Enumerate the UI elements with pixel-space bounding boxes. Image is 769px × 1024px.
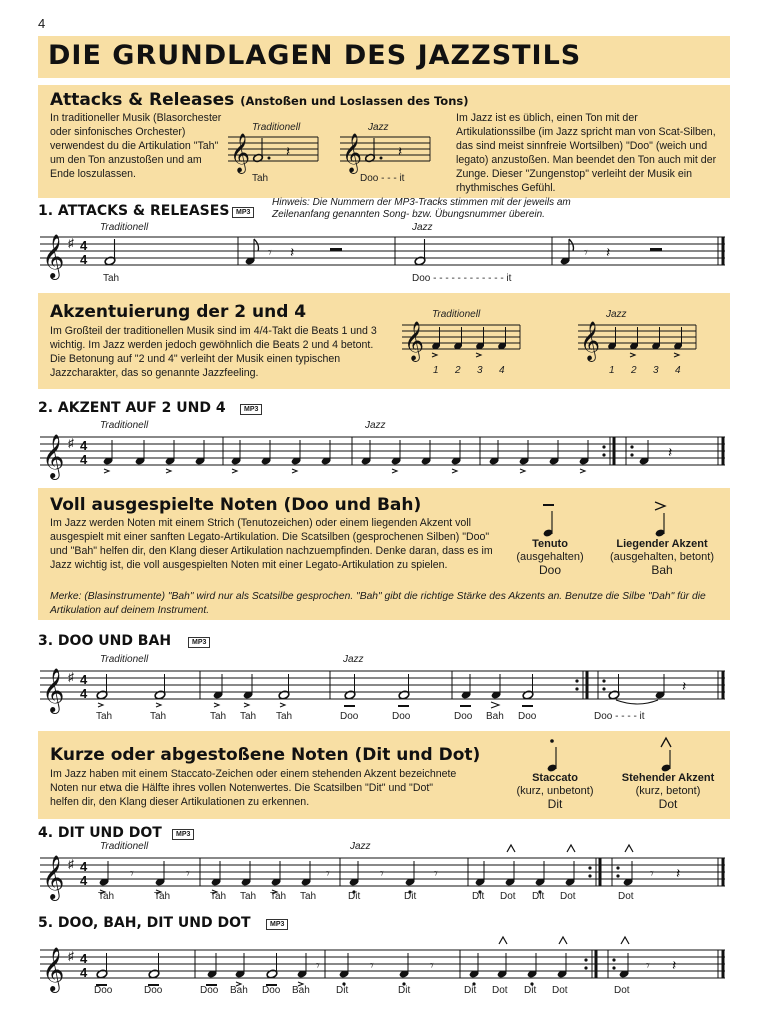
ex1-heading: 1. ATTACKS & RELEASES: [38, 203, 230, 219]
ex5-syl-3: Doo: [200, 985, 219, 996]
ex1-label-jazz: Jazz: [412, 222, 433, 233]
ex5-syl-12: Dot: [552, 985, 568, 996]
ex4-syl-2: Tah: [154, 891, 171, 902]
accent-box-label-jazz: Jazz: [606, 309, 627, 320]
ex2-mp3-badge[interactable]: MP3: [240, 404, 262, 415]
ex4-syl-6: Tah: [300, 891, 317, 902]
ex1-syl-tah: Tah: [103, 273, 120, 284]
tenuto-caption: [510, 538, 590, 578]
accent-box-staff-trad: [402, 320, 527, 370]
rest-icon: 𝄽: [290, 244, 295, 260]
ex4-syl-8: Dit: [404, 891, 417, 902]
svg-text:𝄾: 𝄾: [326, 865, 330, 881]
svg-text:𝄾: 𝄾: [130, 865, 134, 881]
attacks-box-subtitle: (Anstoßen und Loslassen des Tons): [240, 94, 469, 108]
ex1-staff: [40, 233, 730, 283]
svg-text:4: 4: [80, 951, 88, 966]
accent-box-jazz-count-4: 4: [675, 365, 681, 376]
rest-icon: 𝄽: [286, 143, 291, 159]
ex5-syl-7: Dit: [336, 985, 349, 996]
attacks-releases-box: [38, 85, 730, 198]
attacks-box-syl-trad: Tah: [252, 173, 269, 184]
ex4-label-trad: Traditionell: [100, 841, 149, 852]
ex5-syl-5: Doo: [262, 985, 281, 996]
accent-box-jazz-count-2: 2: [631, 365, 637, 376]
ex3-syl-1: Tah: [96, 711, 113, 722]
rest-icon: 𝄽: [672, 957, 677, 973]
rest-icon: 𝄽: [606, 244, 611, 260]
attacks-box-staff-trad: [228, 132, 328, 172]
attacks-box-left-text: In traditioneller Musik (Blasorchester oder sinfonisches Orchester) verwendest du die Artikulation "Tah" um den Ton anzustoßen und am Ende loszulassen.: [50, 112, 222, 180]
rest-icon: 𝄾: [584, 244, 588, 260]
staccato-name: Staccato: [532, 772, 578, 784]
ex3-syl-11: Doo - - - - it: [594, 711, 645, 722]
ex4-label-jazz: Jazz: [350, 841, 371, 852]
svg-text:𝄾: 𝄾: [380, 865, 384, 881]
ex4-syl-1: Tah: [98, 891, 115, 902]
rest-icon: 𝄽: [676, 865, 681, 881]
treble-clef-icon: 𝄞: [42, 670, 65, 712]
svg-text:𝄾: 𝄾: [316, 957, 320, 973]
ex4-syl-9: Dit: [472, 891, 485, 902]
ex3-syl-5: Tah: [276, 711, 293, 722]
ex5-syl-6: Bah: [292, 985, 310, 996]
svg-text:𝄾: 𝄾: [186, 865, 190, 881]
marcato-symbol: [658, 737, 678, 777]
ex4-syl-13: Dot: [618, 891, 634, 902]
ex5-syl-13: Dot: [614, 985, 630, 996]
ex4-mp3-badge[interactable]: MP3: [172, 829, 194, 840]
treble-clef-icon: 𝄞: [342, 134, 363, 172]
ex2-label-jazz: Jazz: [365, 420, 386, 431]
ex5-syl-11: Dit: [524, 985, 537, 996]
attacks-box-title: [50, 90, 469, 110]
marcato-name: Stehender Akzent: [621, 772, 715, 784]
title-band: [38, 36, 730, 78]
treble-clef-icon: 𝄞: [42, 857, 65, 899]
page-number: 4: [38, 16, 46, 31]
svg-text:4: 4: [80, 859, 88, 874]
page-title: DIE GRUNDLAGEN DES JAZZSTILS: [48, 40, 582, 71]
attacks-box-label-jazz: Jazz: [368, 122, 389, 133]
ex5-mp3-badge[interactable]: MP3: [266, 919, 288, 930]
treble-clef-icon: 𝄞: [580, 322, 601, 360]
ex3-syl-7: Doo: [392, 711, 411, 722]
sharp-icon: ♯: [68, 670, 74, 684]
staccato-desc: (kurz, unbetont): [516, 785, 594, 797]
ex1-syl-doo: Doo - - - - - - - - - - - - it: [412, 273, 512, 284]
staccato-caption: [508, 772, 602, 812]
ex3-syl-10: Doo: [518, 711, 537, 722]
ex1-hint: Hinweis: Die Nummern der MP3-Tracks stimmen mit der jeweils am Zeilenanfang genannten Song- bzw. Übungsnummer überein.: [272, 197, 571, 220]
full-box-text: Im Jazz werden Noten mit einem Strich (Tenutozeichen) oder einem liegenden Akzent voll ausgespielt mit einer sanften Legato-Artikulation. Die Scatsilben (gesprochenen Silben) "Doo" und "Bah" helfen dir, den Klang dieser Artikulation nachzuempfinden. Denke daran, dass es im Jazz wichtig ist, die voll ausgespielten Noten mit einer Legato-Artikulation zu spielen.: [50, 517, 493, 571]
staccato-symbol: [544, 737, 564, 777]
ex5-syl-1: Doo: [94, 985, 113, 996]
rest-icon: 𝄽: [398, 143, 403, 159]
full-notes-box: [38, 488, 730, 620]
ex3-label-jazz: Jazz: [343, 654, 364, 665]
accent-caption: [604, 538, 720, 578]
attacks-box-title-main: Attacks & Releases: [50, 90, 235, 110]
accent-box-jazz-count-1: 1: [609, 365, 615, 376]
ex4-heading: 4. DIT UND DOT: [38, 825, 162, 841]
accent-box-label-trad: Traditionell: [432, 309, 481, 320]
accent-box-count-4: 4: [499, 365, 505, 376]
ex2-staff: [40, 433, 730, 483]
accent-syl: Bah: [651, 563, 673, 577]
accent-desc: (ausgehalten, betont): [610, 551, 714, 563]
attacks-box-staff-jazz: [340, 132, 440, 172]
ex1-label-trad: Traditionell: [100, 222, 149, 233]
staccato-syl: Dit: [547, 797, 563, 811]
svg-text:𝄾: 𝄾: [434, 865, 438, 881]
ex5-syl-10: Dot: [492, 985, 508, 996]
ex4-syl-3: Tah: [210, 891, 227, 902]
treble-clef-icon: 𝄞: [230, 134, 251, 172]
accent-box: [38, 293, 730, 389]
ex2-label-trad: Traditionell: [100, 420, 149, 431]
accent-box-staff-jazz: [578, 320, 703, 370]
ex3-staff: [40, 667, 730, 717]
accent-box-count-2: 2: [455, 365, 461, 376]
short-box-title: Kurze oder abgestoßene Noten (Dit und Dot): [50, 745, 481, 765]
ex2-heading: 2. AKZENT AUF 2 UND 4: [38, 400, 226, 416]
ex3-syl-9: Bah: [486, 711, 504, 722]
marcato-caption: [610, 772, 726, 812]
ex4-syl-4: Tah: [240, 891, 257, 902]
ex3-syl-8: Doo: [454, 711, 473, 722]
treble-clef-icon: 𝄞: [42, 236, 65, 278]
svg-text:4: 4: [80, 672, 88, 687]
treble-clef-icon: 𝄞: [42, 949, 65, 991]
sharp-icon: ♯: [68, 436, 74, 450]
accent-box-jazz-count-3: 3: [653, 365, 659, 376]
accent-box-text: Im Großteil der traditionellen Musik sind im 4/4-Takt die Beats 1 und 3 wichtig. Im Jazz werden jedoch gewöhnlich die Beats 2 und 4 betont. Die Betonung auf "2 und 4" verleiht der Musik einen typischen Jazzcharakter, das so genannte Jazzfeeling.: [50, 325, 377, 379]
svg-text:4: 4: [80, 873, 88, 888]
svg-text:4: 4: [80, 686, 88, 701]
ex3-syl-3: Tah: [210, 711, 227, 722]
tenuto-syl: Doo: [538, 563, 561, 577]
svg-text:𝄾: 𝄾: [650, 865, 654, 881]
ex5-syl-8: Dit: [398, 985, 411, 996]
rest-icon: 𝄽: [668, 444, 673, 460]
rest-icon: 𝄾: [268, 244, 272, 260]
ex4-syl-11: Dit: [532, 891, 545, 902]
treble-clef-icon: 𝄞: [42, 436, 65, 478]
ex1-mp3-badge[interactable]: MP3: [232, 207, 254, 218]
svg-text:4: 4: [80, 452, 88, 467]
ex3-heading: 3. DOO UND BAH: [38, 633, 172, 649]
svg-text:4: 4: [80, 965, 88, 980]
tenuto-desc: (ausgehalten): [516, 551, 584, 563]
attacks-box-syl-jazz: Doo - - - it: [360, 173, 405, 184]
merke-note: Merke: (Blasinstrumente) "Bah" wird nur als Scatsilbe gesprochen. "Bah" gibt die richtige Stärke des Akzents an. Benutze die Silbe "Dah" für die Artikulation auf deinem Instrument.: [50, 591, 706, 616]
ex3-syl-2: Tah: [150, 711, 167, 722]
svg-text:𝄾: 𝄾: [646, 957, 650, 973]
full-box-title: Voll ausgespielte Noten (Doo und Bah): [50, 495, 422, 515]
svg-text:4: 4: [80, 252, 88, 267]
ex4-syl-7: Dit: [348, 891, 361, 902]
ex5-syl-9: Dit: [464, 985, 477, 996]
svg-text:𝄾: 𝄾: [430, 957, 434, 973]
svg-text:4: 4: [80, 438, 88, 453]
attacks-box-label-trad: Traditionell: [252, 122, 301, 133]
ex4-syl-5: Tah: [270, 891, 287, 902]
tenuto-name: Tenuto: [532, 538, 568, 550]
accent-box-count-3: 3: [477, 365, 483, 376]
short-notes-box: [38, 731, 730, 819]
ex5-syl-4: Bah: [230, 985, 248, 996]
rest-icon: 𝄽: [682, 678, 687, 694]
ex5-syl-2: Doo: [144, 985, 163, 996]
time-signature: 4: [80, 238, 88, 253]
marcato-syl: Dot: [658, 797, 678, 811]
accent-box-title: Akzentuierung der 2 und 4: [50, 302, 307, 322]
ex3-label-trad: Traditionell: [100, 654, 149, 665]
attacks-box-right-text: Im Jazz ist es üblich, einen Ton mit der Artikulationssilbe (im Jazz spricht man von Scat-Silben, das sind meist sinnfreie Wortsilben) "Doo" (weich und legato) anzustoßen. Man beendet den Ton auch mit der Zunge. Dieser "Zungenstop" verleiht der Musik ein rhythmisches Gefühl.: [456, 112, 717, 194]
sharp-icon: ♯: [68, 236, 74, 250]
ex3-mp3-badge[interactable]: MP3: [188, 637, 210, 648]
short-box-text: Im Jazz haben mit einem Staccato-Zeichen oder einem stehenden Akzent bezeichnete Noten nur etwa die Hälfte ihres vollen Notenwertes. Die Scatsilben "Dit" und "Dot" helfen dir, den Klang dieser Artikulationen zu erkennen.: [50, 768, 457, 808]
ex5-heading: 5. DOO, BAH, DIT UND DOT: [38, 915, 251, 931]
sharp-icon: ♯: [68, 949, 74, 963]
tenuto-symbol: [540, 500, 560, 540]
accent-box-count-1: 1: [433, 365, 439, 376]
ex4-syl-10: Dot: [500, 891, 516, 902]
ex3-syl-6: Doo: [340, 711, 359, 722]
sharp-icon: ♯: [68, 857, 74, 871]
accent-name: Liegender Akzent: [616, 538, 708, 550]
svg-text:𝄾: 𝄾: [370, 957, 374, 973]
marcato-desc: (kurz, betont): [635, 785, 701, 797]
ex3-syl-4: Tah: [240, 711, 257, 722]
treble-clef-icon: 𝄞: [404, 322, 425, 360]
ex4-syl-12: Dot: [560, 891, 576, 902]
accent-symbol: [652, 500, 672, 540]
